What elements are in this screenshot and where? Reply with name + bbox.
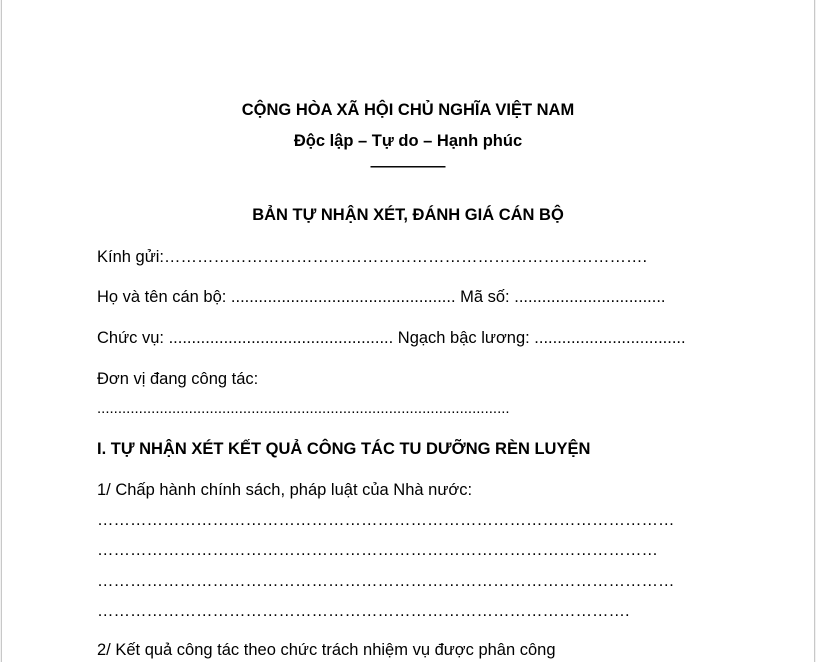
document-title: BẢN TỰ NHẬN XÉT, ĐÁNH GIÁ CÁN BỘ <box>252 206 564 224</box>
recipient-line: Kính gửi:……………………………………………………………………………. <box>97 248 648 266</box>
position-line: Chức vụ: ................................................. Ngạch bậc lương: ................................. <box>97 329 686 347</box>
dots-line-3: …………………………………………………………………………………………… <box>97 572 675 590</box>
dots-line-4: ……………………………………………………………………………………. <box>97 602 630 620</box>
item-1-label: 1/ Chấp hành chính sách, pháp luật của Nhà nước: <box>97 481 473 499</box>
nation-heading: CỘNG HÒA XÃ HỘI CHỦ NGHĨA VIỆT NAM <box>241 101 575 119</box>
dots-line-2: ………………………………………………………………………………………… <box>97 541 658 559</box>
name-line: Họ và tên cán bộ: ................................................. Mã số: ................................. <box>97 288 666 306</box>
section-1-heading: I. TỰ NHẬN XÉT KẾT QUẢ CÔNG TÁC TU DƯỠNG RÈN LUYỆN <box>97 440 591 458</box>
unit-label: Đơn vị đang công tác: <box>97 370 259 388</box>
motto-heading: Độc lập – Tự do – Hạnh phúc <box>293 132 523 150</box>
unit-dots: ................................................................................................... <box>97 400 510 417</box>
document-page <box>1 0 815 662</box>
heading-underline: ————— <box>370 158 446 175</box>
dots-line-1: …………………………………………………………………………………………… <box>97 511 675 529</box>
item-2-label: 2/ Kết quả công tác theo chức trách nhiệm vụ được phân công <box>97 641 556 659</box>
